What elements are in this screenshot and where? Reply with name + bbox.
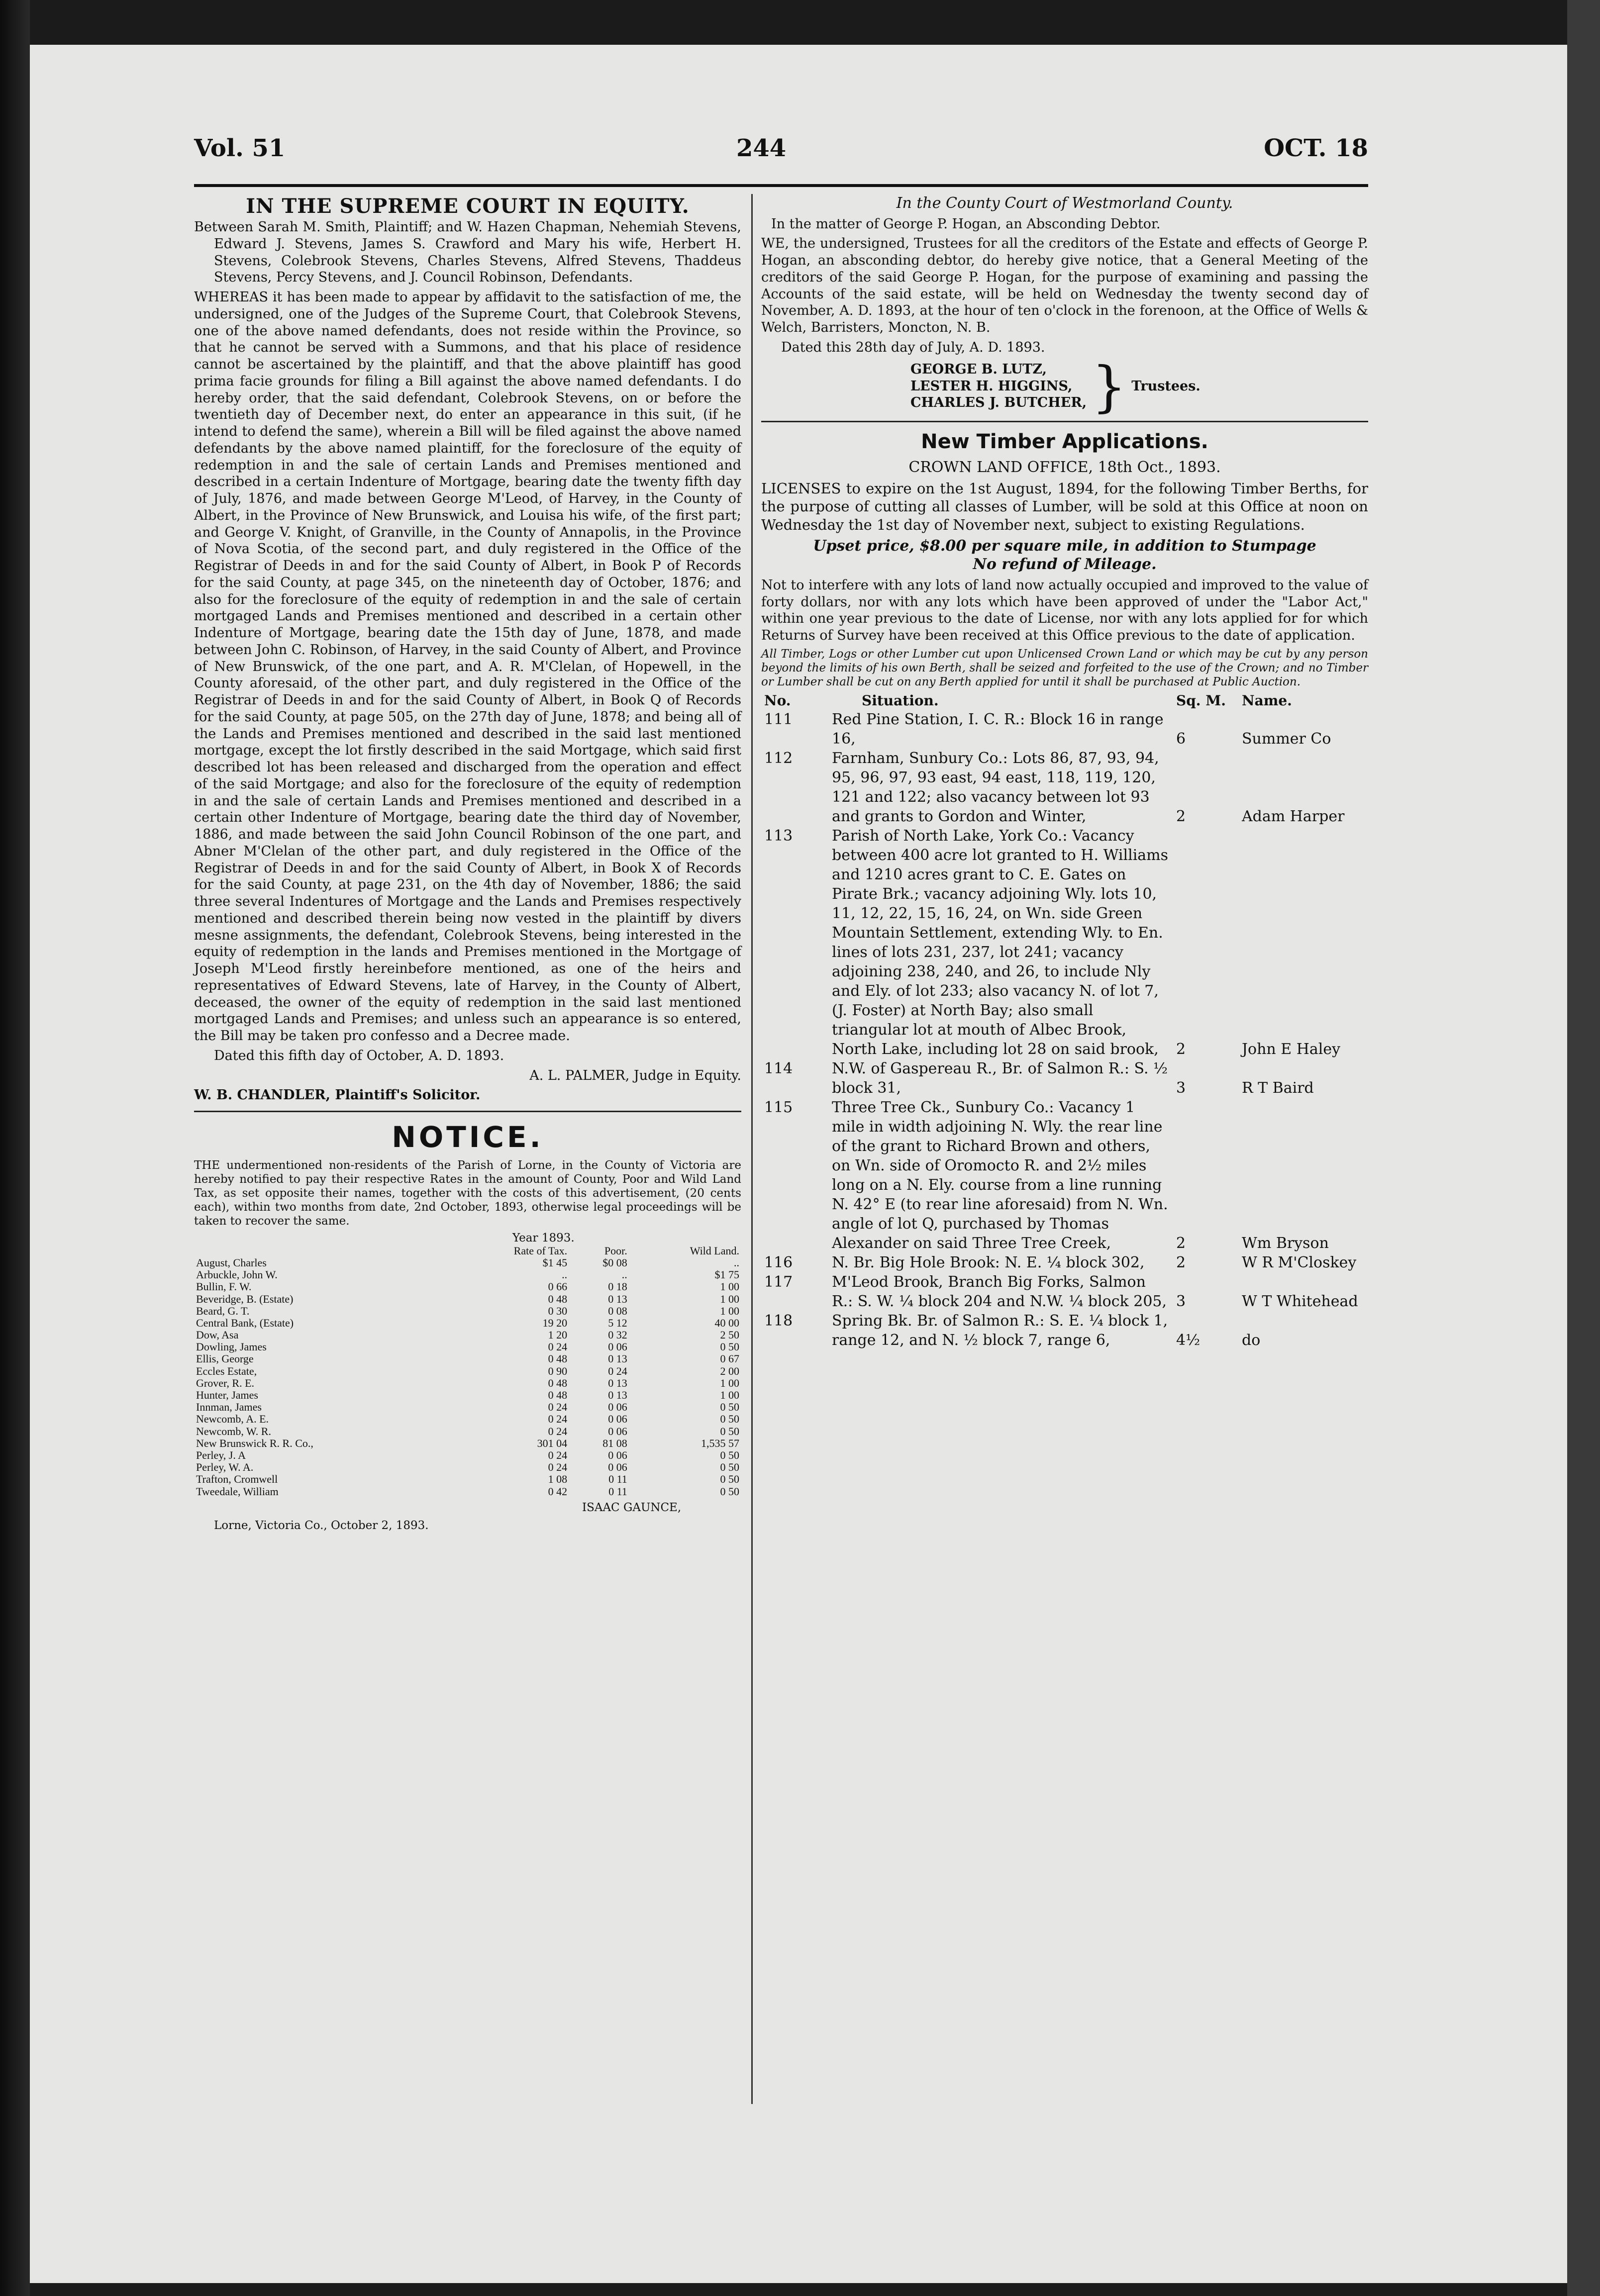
- equity-dated: Dated this fifth day of October, A. D. 1893.: [214, 1048, 504, 1063]
- rate-of-tax: 0 30: [548, 1304, 568, 1317]
- table-row: [194, 1426, 741, 1437]
- table-row: [194, 1449, 741, 1461]
- table-row: [194, 1329, 741, 1341]
- page-edge: [1567, 0, 1600, 2296]
- table-row: [194, 1377, 741, 1389]
- taxpayer-name: Central Bank, (Estate): [196, 1316, 294, 1329]
- applicant-name: John E Haley: [1242, 1041, 1341, 1058]
- taxpayer-name: Beard, G. T.: [196, 1304, 250, 1317]
- timber-fine-print: All Timber, Logs or other Lumber cut upon Unlicensed Crown Land or which may be cut by any person beyond the limits of his own Berth, shall be seized and forfeited to the use of the Crown; and no Timber or Lumber shall be cut on any Berth applied for until it shall be purchased at Public Auction.: [761, 647, 1368, 688]
- applicant-name: W R M'Closkey: [1242, 1254, 1357, 1272]
- rate-of-tax: ..: [562, 1268, 568, 1281]
- poor-tax: 0 06: [608, 1448, 627, 1461]
- applicant-name: R T Baird: [1242, 1079, 1314, 1097]
- taxpayer-name: Dow, Asa: [196, 1329, 239, 1341]
- taxpayer-name: Innman, James: [196, 1401, 262, 1414]
- poor-tax: 0 11: [608, 1473, 627, 1486]
- berth-number: 111: [764, 711, 793, 729]
- table-row: [194, 1365, 741, 1377]
- taxpayer-name: Newcomb, W. R.: [196, 1425, 271, 1437]
- rate-of-tax: 0 24: [548, 1401, 568, 1414]
- table-row: [194, 1401, 741, 1413]
- tax-col-rate: Rate of Tax.: [513, 1244, 568, 1257]
- tax-col-wild: Wild Land.: [690, 1244, 739, 1257]
- left-column: [194, 194, 741, 1532]
- column-divider: [751, 194, 753, 2104]
- timber-body: LICENSES to expire on the 1st August, 1894, for the following Timber Berths, for the purpose of cutting all classes of Lumber, will be sold at this Office at noon on Wednesday the 1st day of November next, subject to existing Regulations.: [761, 480, 1368, 533]
- county-court-heading: In the County Court of Westmorland County.: [896, 194, 1233, 212]
- rate-of-tax: 0 42: [548, 1485, 568, 1498]
- wild-land-tax: 1,535 57: [701, 1436, 739, 1449]
- poor-tax: 0 06: [608, 1461, 627, 1474]
- tax-col-poor: Poor.: [604, 1244, 627, 1257]
- rate-of-tax: 0 90: [548, 1364, 568, 1377]
- taxpayer-name: Perley, J. A: [196, 1448, 246, 1461]
- trustees-block: [910, 354, 1368, 418]
- table-row: [194, 1293, 741, 1305]
- berth-number: 117: [764, 1273, 793, 1291]
- taxpayer-name: Bullin, F. W.: [196, 1280, 252, 1293]
- berth-number: 114: [764, 1060, 793, 1078]
- table-row: [761, 1311, 1368, 1350]
- rate-of-tax: 0 24: [548, 1448, 568, 1461]
- rate-of-tax: 0 24: [548, 1413, 568, 1426]
- poor-tax: 0 06: [608, 1425, 627, 1437]
- notice-body: THE undermentioned non-residents of the Parish of Lorne, in the County of Victoria are hereby notified to pay their respective Rates in the amount of County, Poor and Wild Land Tax, as set opposite their names, together with the costs of this advertisement, (20 cents each), within two months from date, 2nd October, 1893, otherwise legal proceedings will be taken to recover the same.: [194, 1158, 741, 1228]
- section-rule: [761, 421, 1368, 422]
- notice-year: Year 1893.: [512, 1231, 575, 1244]
- poor-tax: 0 06: [608, 1413, 627, 1426]
- wild-land-tax: 1 00: [720, 1389, 739, 1402]
- berth-number: 113: [764, 827, 793, 845]
- taxpayer-name: Ellis, George: [196, 1352, 254, 1365]
- rate-of-tax: 1 08: [548, 1473, 568, 1486]
- table-row: [194, 1486, 741, 1498]
- poor-tax: 81 08: [602, 1436, 627, 1449]
- table-row: [194, 1413, 741, 1425]
- table-row: [194, 1281, 741, 1293]
- table-row: [194, 1437, 741, 1449]
- table-row: [761, 1253, 1368, 1272]
- applicant-name: do: [1242, 1332, 1261, 1349]
- poor-tax: 0 06: [608, 1340, 627, 1353]
- wild-land-tax: 0 50: [720, 1448, 739, 1461]
- timber-title: New Timber Applications.: [921, 430, 1208, 453]
- timber-office: CROWN LAND OFFICE, 18th Oct., 1893.: [908, 458, 1221, 476]
- lots-col-situation: Situation.: [862, 692, 939, 709]
- taxpayer-name: Tweedale, William: [196, 1485, 279, 1498]
- issue-date: OCT. 18: [1264, 134, 1368, 162]
- poor-tax: 0 08: [608, 1304, 627, 1317]
- berth-number: 115: [764, 1099, 793, 1117]
- header-rule: [194, 184, 1368, 187]
- poor-tax: $0 08: [602, 1256, 627, 1269]
- wild-land-tax: 1 00: [720, 1292, 739, 1305]
- timber-no-refund: No refund of Mileage.: [973, 556, 1157, 574]
- rate-of-tax: 1 20: [548, 1329, 568, 1341]
- table-row: [761, 1059, 1368, 1098]
- berth-situation: Farnham, Sunbury Co.: Lots 86, 87, 93, 94, 95, 96, 97, 93 east, 94 east, 118, 119, 120, 121 and 122; also vacancy between lot 93 and grants to Gordon and Winter,: [832, 750, 1159, 826]
- wild-land-tax: 0 50: [720, 1461, 739, 1474]
- trustees-label: Trustees.: [1131, 378, 1200, 394]
- table-row: [194, 1257, 741, 1269]
- table-row: [761, 749, 1368, 826]
- page-header: [194, 129, 1368, 189]
- berth-situation: Red Pine Station, I. C. R.: Block 16 in range 16,: [832, 711, 1164, 748]
- wild-land-tax: 0 50: [720, 1413, 739, 1426]
- wild-land-tax: ..: [734, 1256, 739, 1269]
- berth-situation: Parish of North Lake, York Co.: Vacancy between 400 acre lot granted to H. Williams and 1210 acres grant to C. E. Gates on Pirate Brk.; vacancy adjoining Wly. lots 10, 11, 12, 22, 15, 16, 24, on Wn. side Green Mountain Settlement, extending Wly. to En. lines of lots 231, 237, lot 241; vacancy adjoining 238, 240, and 26, to include Nly and Ely. of lot 233; also vacancy N. of lot 7, (J. Foster) at North Bay; also small triangular lot at mouth of Albec Brook, North Lake, including lot 28 on said brook,: [832, 827, 1169, 1058]
- trustee-3: CHARLES J. BUTCHER,: [910, 395, 1087, 411]
- applicant-name: Wm Bryson: [1242, 1235, 1329, 1252]
- poor-tax: 5 12: [608, 1316, 627, 1329]
- applicant-name: Adam Harper: [1242, 808, 1345, 826]
- poor-tax: 0 11: [608, 1485, 627, 1498]
- wild-land-tax: 1 00: [720, 1304, 739, 1317]
- taxpayer-name: Eccles Estate,: [196, 1364, 257, 1377]
- notice-place-date: Lorne, Victoria Co., October 2, 1893.: [214, 1519, 429, 1532]
- square-miles: 2: [1176, 808, 1186, 826]
- rate-of-tax: 301 04: [537, 1436, 568, 1449]
- poor-tax: 0 13: [608, 1389, 627, 1402]
- poor-tax: ..: [621, 1268, 627, 1281]
- taxpayer-name: Newcomb, A. E.: [196, 1413, 269, 1426]
- poor-tax: 0 24: [608, 1364, 627, 1377]
- table-row: [194, 1353, 741, 1365]
- rate-of-tax: 0 66: [548, 1280, 568, 1293]
- taxpayer-name: Beveridge, B. (Estate): [196, 1292, 294, 1305]
- rate-of-tax: 0 48: [548, 1376, 568, 1389]
- rate-of-tax: 0 24: [548, 1340, 568, 1353]
- equity-judge: A. L. PALMER, Judge in Equity.: [529, 1067, 741, 1083]
- square-miles: 6: [1176, 730, 1186, 748]
- square-miles: 2: [1176, 1041, 1186, 1058]
- rate-of-tax: 0 48: [548, 1292, 568, 1305]
- square-miles: 4½: [1176, 1332, 1200, 1349]
- rate-of-tax: $1 45: [542, 1256, 568, 1269]
- rate-of-tax: 0 48: [548, 1389, 568, 1402]
- berth-situation: N. Br. Big Hole Brook: N. E. ¼ block 302,: [832, 1254, 1145, 1272]
- poor-tax: 0 13: [608, 1292, 627, 1305]
- poor-tax: 0 13: [608, 1352, 627, 1365]
- volume-label: Vol. 51: [194, 134, 286, 162]
- taxpayer-name: Arbuckle, John W.: [196, 1268, 278, 1281]
- timber-upset: Upset price, $8.00 per square mile, in addition to Stumpage: [813, 537, 1316, 555]
- timber-interfere: Not to interfere with any lots of land now actually occupied and improved to the value of forty dollars, nor with any lots which have been approved of under the "Labor Act," within one year previous to the date of License, nor with any lots applied for for which Returns of Survey have been received at this Office previous to the date of application.: [761, 577, 1368, 643]
- rate-of-tax: 19 20: [542, 1316, 568, 1329]
- wild-land-tax: 2 50: [720, 1329, 739, 1341]
- equity-parties: Between Sarah M. Smith, Plaintiff; and W. Hazen Chapman, Nehemiah Stevens, Edward J. Stevens, James S. Crawford and Mary his wife, Herbert H. Stevens, Colebrook Stevens, Charles Stevens, Alfred Stevens, Thaddeus Stevens, Percy Stevens, and J. Council Robinson, Defendants.: [194, 219, 741, 286]
- table-row: [194, 1341, 741, 1353]
- newspaper-page: [30, 45, 1567, 2283]
- brace-glyph: }: [1092, 354, 1127, 418]
- berth-situation: Three Tree Ck., Sunbury Co.: Vacancy 1 mile in width adjoining N. Wly. the rear line of the grant to Richard Brown and others, on Wn. side of Oromocto R. and 2½ miles long on a N. Ely. course from a line running N. 42° E (to rear line aforesaid) from N. Wn. angle of lot Q, purchased by Thomas Alexander on said Three Tree Creek,: [832, 1099, 1168, 1252]
- county-court-body: WE, the undersigned, Trustees for all the creditors of the Estate and effects of George P. Hogan, an absconding debtor, do hereby give notice, that a General Meeting of the creditors of the said George P. Hogan, for the purpose of examining and passing the Accounts of the said estate, will be held on Wednesday the twenty second day of November, A. D. 1893, at the hour of ten o'clock in the forenoon, at the Office of Wells & Welch, Barristers, Moncton, N. B.: [761, 236, 1368, 335]
- wild-land-tax: 0 50: [720, 1340, 739, 1353]
- table-row: [194, 1317, 741, 1329]
- taxpayer-name: Grover, R. E.: [196, 1376, 255, 1389]
- right-column: [761, 194, 1368, 1350]
- wild-land-tax: 0 50: [720, 1401, 739, 1414]
- notice-title: NOTICE.: [392, 1120, 544, 1154]
- square-miles: 2: [1176, 1254, 1186, 1272]
- page-content: [194, 129, 1368, 2119]
- wild-land-tax: 40 00: [714, 1316, 739, 1329]
- berth-number: 118: [764, 1312, 793, 1330]
- table-row: [194, 1473, 741, 1485]
- equity-title: IN THE SUPREME COURT IN EQUITY.: [246, 194, 690, 218]
- wild-land-tax: 0 50: [720, 1425, 739, 1437]
- trustee-2: LESTER H. HIGGINS,: [910, 378, 1073, 394]
- lots-col-sqm: Sq. M.: [1176, 692, 1226, 709]
- wild-land-tax: 1 00: [720, 1376, 739, 1389]
- poor-tax: 0 06: [608, 1401, 627, 1414]
- square-miles: 3: [1176, 1293, 1186, 1311]
- berth-situation: N.W. of Gaspereau R., Br. of Salmon R.: S. ½ block 31,: [832, 1060, 1168, 1097]
- berth-situation: Spring Bk. Br. of Salmon R.: S. E. ¼ block 1, range 12, and N. ½ block 7, range 6,: [832, 1312, 1168, 1349]
- table-row: [194, 1305, 741, 1317]
- notice-signer: ISAAC GAUNCE,: [582, 1501, 682, 1514]
- taxpayer-name: Dowling, James: [196, 1340, 267, 1353]
- rate-of-tax: 0 24: [548, 1425, 568, 1437]
- page-number: 244: [736, 134, 787, 162]
- square-miles: 3: [1176, 1079, 1186, 1097]
- timber-table: [761, 692, 1368, 1350]
- table-row: [761, 1098, 1368, 1253]
- wild-land-tax: $1 75: [714, 1268, 739, 1281]
- taxpayer-name: Hunter, James: [196, 1389, 258, 1402]
- table-row: [761, 710, 1368, 749]
- wild-land-tax: 1 00: [720, 1280, 739, 1293]
- wild-land-tax: 0 50: [720, 1473, 739, 1486]
- table-row: [194, 1389, 741, 1401]
- lots-col-name: Name.: [1242, 692, 1292, 709]
- applicant-name: W T Whitehead: [1242, 1293, 1358, 1311]
- square-miles: 2: [1176, 1235, 1186, 1252]
- berth-number: 116: [764, 1254, 793, 1272]
- applicant-name: Summer Co: [1242, 730, 1331, 748]
- taxpayer-name: Trafton, Cromwell: [196, 1473, 278, 1486]
- taxpayer-name: Perley, W. A.: [196, 1461, 254, 1474]
- wild-land-tax: 0 50: [720, 1485, 739, 1498]
- wild-land-tax: 2 00: [720, 1364, 739, 1377]
- rate-of-tax: 0 24: [548, 1461, 568, 1474]
- berth-situation: M'Leod Brook, Branch Big Forks, Salmon R.: S. W. ¼ block 204 and N.W. ¼ block 205,: [832, 1273, 1167, 1311]
- poor-tax: 0 32: [608, 1329, 627, 1341]
- berth-number: 112: [764, 750, 793, 767]
- taxpayer-name: New Brunswick R. R. Co.,: [196, 1436, 313, 1449]
- table-row: [761, 826, 1368, 1059]
- taxpayer-name: August, Charles: [196, 1256, 267, 1269]
- equity-body: WHEREAS it has been made to appear by affidavit to the satisfaction of me, the undersigned, one of the Judges of the Supreme Court, that Colebrook Stevens, one of the above named defendants, does not reside within the Province, so that he cannot be served with a Summons, and that his place of residence cannot be ascertained by the plaintiff, and that the above plaintiff has good prima facie grounds for filing a Bill against the above named defendants. I do hereby order, that the said defendant, Colebrook Stevens, on or before the twentieth day of December next, do enter an appearance in this suit, (if he intend to defend the same), wherein a Bill will be filed against the above named defendants by the above named plaintiff, for the foreclosure of the equity of redemption in and the sale of certain Lands and Premises mentioned and described in a certain Indenture of Mortgage, bearing date the twenty fifth day of July, 1876, and made between George M'Leod, of Harvey, in the County of Albert, in the Province of New Brunswick, and Louisa his wife, of the first part; and George V. Knight, of Granville, in the County of Annapolis, in the Province of Nova Scotia, of the second part, and duly registered in the Office of the Registrar of Deeds in and for the said County of Albert, in Book P of Records for the said County, at page 345, on the nineteenth day of October, 1876; and also for the foreclosure of the equity of redemption in and the sale of certain mortgaged Lands and Premises mentioned and described in a certain other Indenture of Mortgage, bearing date the 15th day of June, 1878, and made between John C. Robinson, of Harvey, in the said County of Albert, and Province of New Brunswick, of the one part, and A. R. M'Clelan, of Hopewell, in the County aforesaid, of the other part, and duly registered in the Office of the Registrar of Deeds in and for the said County of Albert, in Book Q of Records for the said County, at page 505, on the 27th day of June, 1878; and being all of the Lands and Premises mentioned and described in the said last mentioned mortgage, except the lot firstly described in the said Mortgage, which said first described lot has been released and discharged from the operation and effect of the said Mortgage; and also for the foreclosure of the equity of redemption in and the sale of certain Lands and Premises mentioned and described in a certain other Indenture of Mortgage, bearing date the third day of November, 1886, and made between the said John Council Robinson of the one part, and Abner M'Clelan of the other part, and duly registered in the Office of the Registrar of Deeds in and for the said County of Albert, in Book X of Records for the said County, at page 231, on the 4th day of November, 1886; the said three several Indentures of Mortgage and the Lands and Premises respectively mentioned and described therein being now vested in the plaintiff by divers mesne assignments, the defendant, Colebrook Stevens, being interested in the equity of redemption in the lands and Premises mentioned in the Mortgage of Joseph M'Leod firstly hereinbefore mentioned, as one of the heirs and representatives of Edward Stevens, late of Harvey, in the County of Albert, deceased, the owner of the equity of redemption in the said last mentioned mortgaged Lands and Premises; and unless such an appearance is so entered, the Bill may be taken pro confesso and a Decree made.: [194, 289, 741, 1044]
- table-row: [194, 1461, 741, 1473]
- poor-tax: 0 18: [608, 1280, 627, 1293]
- poor-tax: 0 13: [608, 1376, 627, 1389]
- lots-col-no: No.: [764, 692, 791, 709]
- table-row: [761, 1272, 1368, 1311]
- tax-table: [194, 1245, 741, 1498]
- table-row: [194, 1269, 741, 1281]
- trustee-1: GEORGE B. LUTZ,: [910, 361, 1047, 377]
- wild-land-tax: 0 67: [720, 1352, 739, 1365]
- section-rule: [194, 1111, 741, 1112]
- county-court-dated: Dated this 28th day of July, A. D. 1893.: [781, 339, 1045, 355]
- rate-of-tax: 0 48: [548, 1352, 568, 1365]
- equity-solicitor: W. B. CHANDLER, Plaintiff's Solicitor.: [194, 1087, 481, 1103]
- county-court-matter: In the matter of George P. Hogan, an Absconding Debtor.: [771, 216, 1161, 232]
- binding-shadow: [0, 0, 30, 2296]
